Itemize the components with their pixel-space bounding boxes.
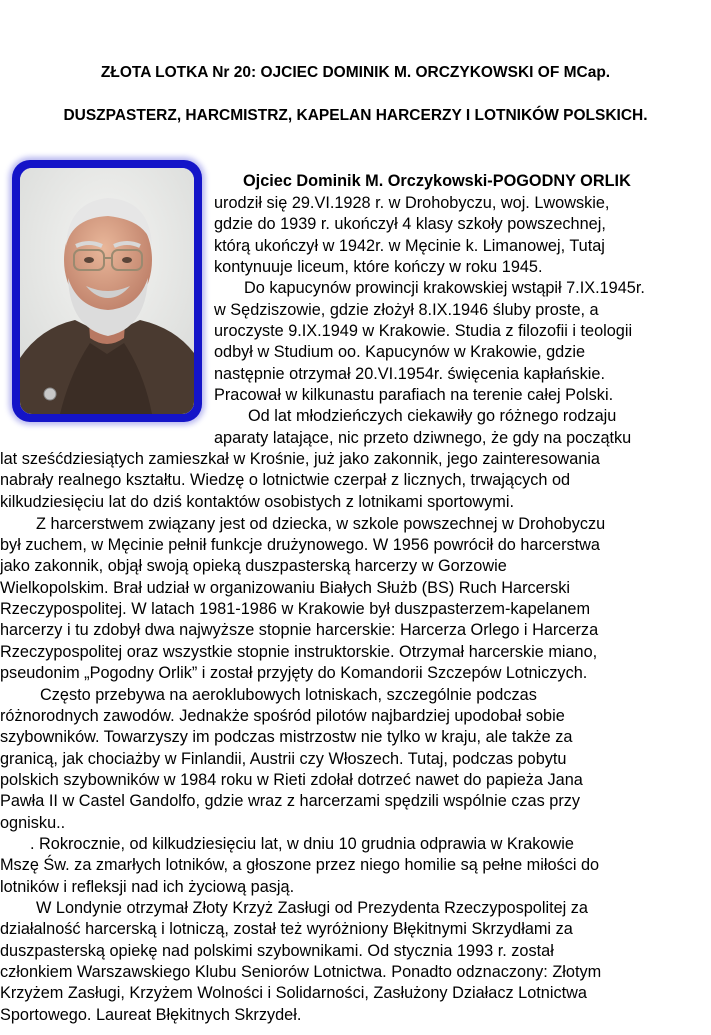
text-line: Rzeczypospolitej oraz wszystkie stopnie instruktorskie. Otrzymał harcerskie miano, xyxy=(0,643,598,661)
text-line: duszpasterską opiekę nad polskimi szybownikami. Od stycznia 1993 r. został xyxy=(0,942,554,960)
text-line: lat sześćdziesiątych zamieszkał w Krośnie, już jako zakonnik, jego zainteresowania xyxy=(0,450,600,468)
text-line: działalność harcerską i lotniczą, został też wyróżniony Błękitnymi Skrzydłami za xyxy=(0,920,573,938)
text-line: Mszę Św. za zmarłych lotników, a głoszone przez niego homilie są pełne miłości do xyxy=(0,856,600,874)
text-line: . Rokrocznie, od kilkudziesięciu lat, w dniu 10 grudnia odprawia w Krakowie xyxy=(30,835,574,853)
text-line: Krzyżem Zasługi, Krzyżem Wolności i Solidarności, Zasłużony Działacz Lotnictwa xyxy=(0,984,587,1002)
text-line: Rzeczypospolitej. W latach 1981-1986 w Krakowie był duszpasterzem-kapelanem xyxy=(0,600,591,618)
text-line: różnorodnych zawodów. Jednakże spośród pilotów najbardziej upodobał sobie xyxy=(0,707,565,725)
text-line: Od lat młodzieńczych ciekawiły go różnego rodzaju xyxy=(248,407,617,425)
text-line: w Sędziszowie, gdzie złożył 8.IX.1946 śluby proste, a xyxy=(214,301,599,319)
text-line: polskich szybowników w 1984 roku w Rieti zdołał dotrzeć nawet do papieża Jana xyxy=(0,771,583,789)
text-line: członkiem Warszawskiego Klubu Seniorów Lotnictwa. Ponadto odznaczony: Złotym xyxy=(0,963,602,981)
text-line: gdzie do 1939 r. ukończył 4 klasy szkoły powszechnej, xyxy=(214,215,606,233)
text-line: był zuchem, w Męcinie pełnił funkcje drużynowego. W 1956 powrócił do harcerstwa xyxy=(0,536,600,554)
text-line: Często przebywa na aeroklubowych lotniskach, szczególnie podczas xyxy=(40,686,537,704)
text-line: kilkudziesięciu lat do dziś kontaktów osobistych z lotnikami sportowymi. xyxy=(0,493,514,511)
text-line: uroczyste 9.IX.1949 w Krakowie. Studia z filozofii i teologii xyxy=(214,322,633,340)
text-line: szybowników. Towarzyszy im podczas mistrzostw nie tylko w kraju, ale także za xyxy=(0,728,573,746)
text-line: Pracował w kilkunastu parafiach na terenie całej Polski. xyxy=(214,386,614,404)
text-line: Wielkopolskim. Brał udział w organizowaniu Białych Służb (BS) Ruch Harcerski xyxy=(0,579,571,597)
text-line: Z harcerstwem związany jest od dziecka, w szkole powszechnej w Drohobyczu xyxy=(36,515,606,533)
text-line: Sportowego. Laureat Błękitnych Skrzydeł. xyxy=(0,1006,302,1024)
text-line: aparaty latające, nic przeto dziwnego, że gdy na początku xyxy=(214,429,632,447)
text-line: odbył w Studium oo. Kapucynów w Krakowie, gdzie xyxy=(214,343,586,361)
text-line: nabrały realnego kształtu. Wiedzę o lotnictwie czerpał z licznych, trwających od xyxy=(0,471,571,489)
text-line: ognisku.. xyxy=(0,814,66,832)
portrait-photo-icon xyxy=(20,168,194,414)
text-line: urodził się 29.VI.1928 r. w Drohobyczu, woj. Lwowskie, xyxy=(214,194,610,212)
text-line: następnie otrzymał 20.VI.1954r. święcenia kapłańskie. xyxy=(214,365,605,383)
text-line: granicą, jak chociażby w Finlandii, Austrii czy Włoszech. Tutaj, podczas pobytu xyxy=(0,750,567,768)
text-line: pseudonim „Pogodny Orlik” i został przyjęty do Komandorii Szczepów Lotniczych. xyxy=(0,664,588,682)
text-line: Do kapucynów prowincji krakowskiej wstąpił 7.IX.1945r. xyxy=(244,279,645,297)
text-line: harcerzy i tu zdobył dwa najwyższe stopnie harcerskie: Harcerza Orlego i Harcerza xyxy=(0,621,599,639)
portrait-caption: Ojciec Dominik M. Orczykowski-POGODNY ORLIK xyxy=(243,172,631,190)
document-subtitle: DUSZPASTERZ, HARCMISTRZ, KAPELAN HARCERZY I LOTNIKÓW POLSKICH. xyxy=(63,107,648,124)
text-line: lotników i refleksji nad ich życiową pasją. xyxy=(0,878,295,896)
text-line: którą ukończył w 1942r. w Męcinie k. Limanowej, Tutaj xyxy=(214,237,605,255)
text-line: Pawła II w Castel Gandolfo, gdzie wraz z harcerzami spędzili wspólnie czas przy xyxy=(0,792,581,810)
text-line: jako zakonnik, objął swoją opieką duszpasterską harcerzy w Gorzowie xyxy=(0,557,507,575)
text-line: kontynuuje liceum, które kończy w roku 1945. xyxy=(214,258,543,276)
document-title: ZŁOTA LOTKA Nr 20: OJCIEC DOMINIK M. ORCZYKOWSKI OF MCap. xyxy=(100,64,611,81)
text-line: W Londynie otrzymał Złoty Krzyż Zasługi od Prezydenta Rzeczypospolitej za xyxy=(36,899,588,917)
portrait-frame xyxy=(12,160,202,422)
